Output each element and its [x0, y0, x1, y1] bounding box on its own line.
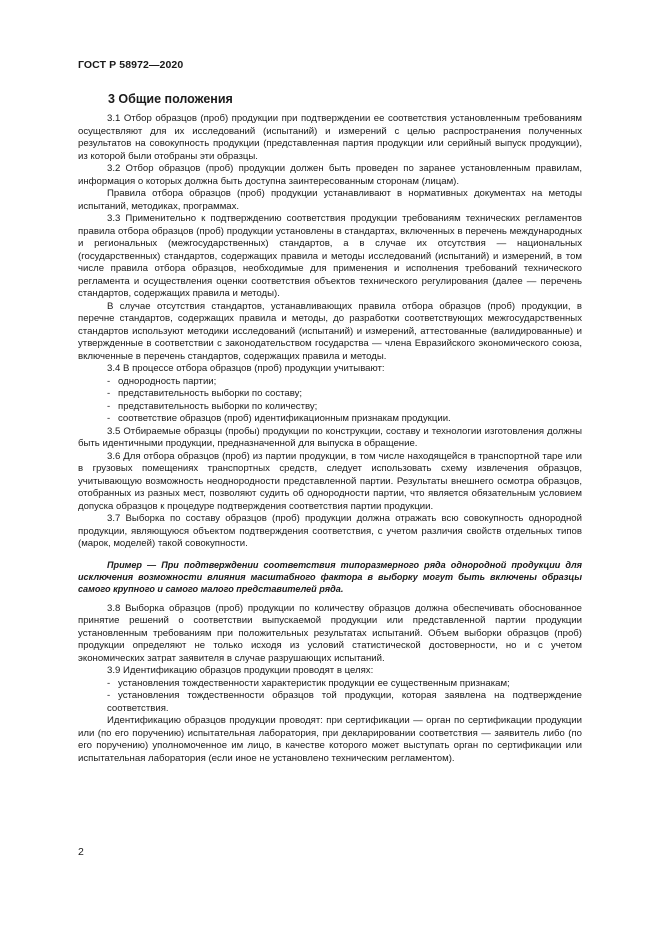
- example-text: При подтверждении соответствия типоразмерного ряда однородной продукции для исключения возможности влияния масштабного фактора в выборку могут быть включены образцы самого крупного и самого малого представителей ряда.: [78, 559, 582, 594]
- document-body: [78, 113, 582, 765]
- list-item-text: соответствие образцов (проб) идентификационным признакам продукции.: [118, 413, 451, 424]
- paragraph-3-3: 3.3 Применительно к подтверждению соответствия продукции требованиям технических регламентов правила отбора образцов (проб) продукции установлены в стандартах, включенных в перечень международных и региональных (межгосударственных) стандартов, а в случае их отсутствия — национальных (государственных) стандартов, содержащих правила и методы исследований (испытаний) и измерений, в том числе правила отбора образцов, необходимые для применения и исполнения требований технического регламента и осуществления оценки соответствия объектов технического регулирования (далее — перечень стандартов, содержащих правила и методы).: [78, 213, 582, 299]
- paragraph-3-2: 3.2 Отбор образцов (проб) продукции должен быть проведен по заранее установленным правилам, информация о которых должна быть доступна заинтересованным сторонам (лицам).: [78, 163, 582, 187]
- list-item-text: однородность партии;: [118, 375, 217, 387]
- paragraph-3-4: 3.4 В процессе отбора образцов (проб) продукции учитывают:: [107, 363, 385, 374]
- paragraph-identification: Идентификацию образцов продукции проводят: при сертификации — орган по сертификации продукции или (по его поручению) испытательная лаборатория, при декларировании соответствия — заявитель либо (по его поручению) уполномоченное им лицо, в качестве которого может выступать орган по сертификации или испытательная лаборатория (если иное не установлено техническим регламентом).: [78, 715, 582, 764]
- list-marker: -: [107, 690, 111, 701]
- list-item-text: установления тождественности характеристик продукции ее существенным признакам;: [118, 677, 510, 689]
- list-marker: -: [107, 375, 111, 387]
- paragraph-3-1: 3.1 Отбор образцов (проб) продукции при подтверждении ее соответствия установленным требованиям осуществляют для их исследований (испытаний) и измерений с целью распространения полученных результатов на совокупность продукции (представленная партия продукции или серийный выпуск продукции), из которой были отобраны эти образцы.: [78, 113, 582, 162]
- list-item: [78, 376, 582, 389]
- list-marker: -: [107, 413, 111, 424]
- list-marker: -: [107, 400, 111, 412]
- paragraph-3-8: 3.8 Выборка образцов (проб) продукции по количеству образцов должна обеспечивать обоснованное принятие решений о соответствии выпускаемой продукции или представленной партии продукции установленным требованиям при положительных результатах испытаний. Объем выборки образцов (проб) продукции определяют не только исходя из условий статистической достоверности, но и с учетом экономических затрат заявителя в случае разрушающих испытаний.: [78, 602, 582, 664]
- list-item-text: представительность выборки по количеству;: [118, 400, 318, 412]
- example-label: Пример —: [107, 559, 157, 570]
- paragraph-3-9: 3.9 Идентификацию образцов продукции проводят в целях:: [107, 665, 374, 676]
- list-marker: -: [107, 388, 111, 399]
- list-item: [78, 401, 582, 414]
- paragraph-3-5: 3.5 Отбираемые образцы (пробы) продукции по конструкции, составу и технологии изготовления должны быть идентичными продукции, предназначенной для выпуска в обращение.: [78, 425, 582, 449]
- list-item: [78, 678, 582, 691]
- page-number: 2: [78, 846, 84, 858]
- paragraph-3-2-rules: Правила отбора образцов (проб) продукции устанавливают в нормативных документах на методы испытаний, методиках, программах.: [78, 188, 582, 212]
- list-item: [78, 690, 582, 715]
- list-item: [78, 413, 582, 426]
- paragraph-3-7: 3.7 Выборка по составу образцов (проб) продукции должна отражать всю совокупность однородной продукции, являющуюся объектом подтверждения соответствия, с учетом различия свойств отдельных типов (марок, моделей) такой совокупности.: [78, 513, 582, 549]
- list-item-text: установления тождественности образцов той продукции, которая заявлена на подтверждение соответствия.: [107, 690, 582, 714]
- example-note: [78, 559, 582, 595]
- document-code-header: ГОСТ Р 58972—2020: [78, 59, 184, 71]
- section-title: 3 Общие положения: [108, 92, 233, 106]
- list-item-text: представительность выборки по составу;: [118, 388, 303, 399]
- paragraph-3-6: 3.6 Для отбора образцов (проб) из партии продукции, в том числе находящейся в транспортной таре или в грузовых помещениях транспортных средств, следует использовать схему извлечения образцов, учитывающую возможность неоднородности представленной партии. Результаты внешнего осмотра образцов, отобранных из разных мест, позволяют судить об однородности партии, что является обязательным условием допуска образцов к процедуре подтверждения соответствия партии продукции.: [78, 450, 582, 512]
- list-item: [78, 388, 582, 401]
- list-marker: -: [107, 677, 111, 689]
- paragraph-3-3-absence: В случае отсутствия стандартов, устанавливающих правила отбора образцов (проб) продукции, в перечне стандартов, содержащих правила и методы, до разработки соответствующих межгосударственных стандартов используют методики исследований (испытаний) и измерений, аттестованные (валидированные) и утвержденные в соответствии с законодательством государства — члена Евразийского экономического союза, включенные в перечень стандартов, содержащих правила и методы.: [78, 300, 582, 362]
